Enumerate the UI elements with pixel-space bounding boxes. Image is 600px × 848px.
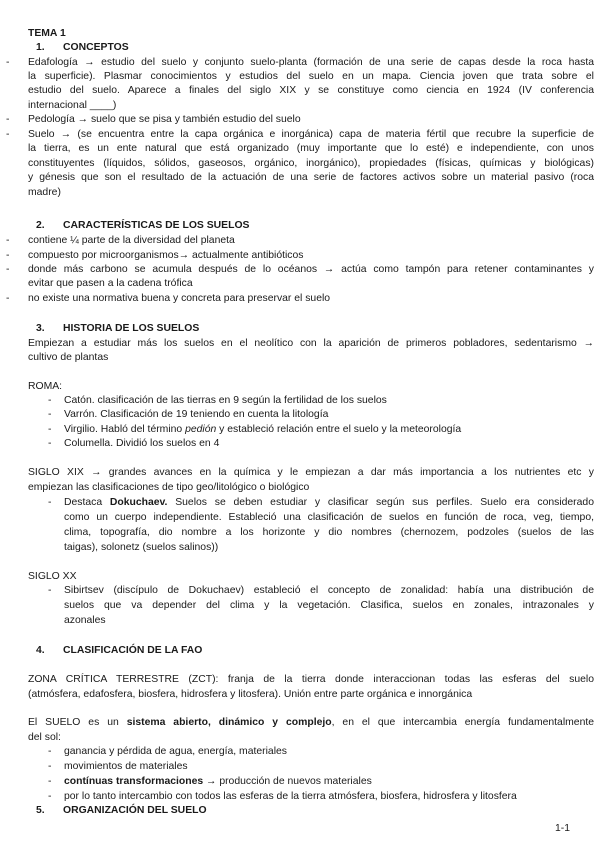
- bullet-dash: -: [6, 264, 10, 275]
- bullet-dash: -: [48, 776, 52, 787]
- page-number: 1-1: [554, 823, 570, 834]
- suelo-item: ganancia y pérdida de agua, energía, materiales: [64, 746, 287, 757]
- suelo-definition-line: Suelo → (se encuentra entre la capa orgánica e inorgánica) capa de materia fértil que recubre la superficie de: [28, 129, 594, 140]
- section-3-number: 3.: [36, 323, 45, 334]
- bullet-dash: -: [6, 114, 10, 125]
- section-2-title: CARACTERÍSTICAS DE LOS SUELOS: [63, 220, 250, 231]
- roma-item: Columella. Dividió los suelos en 4: [64, 438, 220, 449]
- pedion-term: pedión: [185, 424, 217, 435]
- edafologia-line: estudio del suelo. Aparece a finales del siglo XIX y se constituye como ciencia en 1924 (IV conferencia: [28, 85, 594, 96]
- sibirtsev-line: suelos que va depender del clima y la vegetación. Clasifica, suelos en zonales, intrazonales y: [64, 600, 594, 611]
- suelo-sistema-line: del sol:: [28, 732, 61, 743]
- bullet-dash: -: [48, 395, 52, 406]
- dokuchaev-text: Suelos se deben estudiar y clasificar según sus perfiles. Suelo era considerado: [167, 497, 594, 508]
- siglo-xix-line: empiezan las clasificaciones de tipo geo/litológico o biológico: [28, 482, 310, 493]
- section-1-number: 1.: [36, 42, 45, 53]
- caracteristica-item: evitar que pasen a la cadena trófica: [28, 278, 193, 289]
- bullet-dash: -: [48, 791, 52, 802]
- bullet-dash: -: [48, 409, 52, 420]
- section-5-number: 5.: [36, 805, 45, 816]
- suelo-definition-line: constituyentes (líquidos, sólidos, gaseosos, orgánico, inorgánico), propiedades (físicas, químicas y biológicas): [28, 158, 594, 169]
- bullet-dash: -: [48, 438, 52, 449]
- section-4-number: 4.: [36, 645, 45, 656]
- caracteristica-item: compuesto por microorganismos→ actualmente antibióticos: [28, 250, 304, 261]
- dokuchaev-name: Dokuchaev.: [109, 497, 168, 508]
- bullet-dash: -: [6, 250, 10, 261]
- zct-line: (atmósfera, edafosfera, biosfera, hidrosfera y litosfera). Unión entre parte orgánica e innorgánica: [28, 689, 473, 700]
- bullet-dash: -: [48, 497, 52, 508]
- roma-item: Catón. clasificación de las tierras en 9 según la fertilidad de los suelos: [64, 395, 387, 406]
- zct-line: ZONA CRÍTICA TERRESTRE (ZCT): franja de la tierra donde interaccionan todas las esferas del suelo: [28, 674, 594, 685]
- suelo-definition-line: madre): [28, 187, 61, 198]
- suelo-item: movimientos de materiales: [64, 761, 188, 772]
- dokuchaev-text: Destaca: [64, 497, 110, 508]
- bullet-dash: -: [48, 746, 52, 757]
- bullet-dash: -: [48, 585, 52, 596]
- edafologia-line: Edafología → estudio del suelo y conjunto suelo-planta (formación de una serie de capas desde la roca hasta: [28, 57, 594, 68]
- caracteristica-item: no existe una normativa buena y concreta para preservar el suelo: [28, 293, 331, 304]
- roma-label: ROMA:: [28, 381, 63, 392]
- bullet-dash: -: [48, 761, 52, 772]
- suelo-definition-line: y génesis que son el resultado de la actuación de una serie de factores activos sobre un material pasivo (roca: [28, 172, 594, 183]
- siglo-xx-label: SIGLO XX: [28, 571, 77, 582]
- roma-item: Varrón. Clasificación de 19 teniendo en cuenta la litología: [64, 409, 329, 420]
- dokuchaev-line: clima, topografía, dio nombre a los horizonte y dio nombres (chernozem, podzoles (suelos de las: [64, 527, 594, 538]
- suelo-definition-line: la tierra, es un ente natural que está organizado (muy importante que lo esté) e independiente, con unos: [28, 143, 594, 154]
- bullet-dash: -: [6, 293, 10, 304]
- suelo-item-text: → producción de nuevos materiales: [203, 776, 372, 787]
- caracteristica-item: contiene ¼ parte de la diversidad del planeta: [28, 235, 235, 246]
- dokuchaev-line: como un cuerpo independiente. Estableció una clasificación de suelos en función de roca, veg, tiempo,: [64, 512, 594, 523]
- bullet-dash: -: [6, 235, 10, 246]
- roma-item-text: Virgilio. Habló del término: [64, 424, 186, 435]
- suelo-item: por lo tanto intercambio con todos las esferas de la tierra atmósfera, biosfera, hidrosfera y litosfera: [64, 791, 517, 802]
- section-4-title: CLASIFICACIÓN DE LA FAO: [63, 645, 203, 656]
- historia-intro-line: Empiezan a estudiar más los suelos en el neolítico con la aparición de primeros pobladores, sedentarismo →: [28, 338, 594, 349]
- caracteristica-item: donde más carbono se acumula después de lo océanos → actúa como tampón para retener contaminantes y: [28, 264, 594, 275]
- suelo-sistema-line: [28, 716, 594, 745]
- section-5-title: ORGANIZACIÓN DEL SUELO: [63, 805, 207, 816]
- suelo-sistema-text: El SUELO es un: [28, 717, 127, 728]
- sibirtsev-line: Sibirtsev (discípulo de Dokuchaev) estableció el concepto de zonalidad: había una distribución de: [64, 585, 594, 596]
- pedologia-line: Pedología → suelo que se pisa y también estudio del suelo: [28, 114, 301, 125]
- roma-item: [64, 423, 461, 437]
- roma-item-text: y estableció relación entre el suelo y la meteorología: [216, 424, 462, 435]
- bullet-dash: -: [6, 129, 10, 140]
- bullet-dash: -: [48, 424, 52, 435]
- historia-intro-line: cultivo de plantas: [28, 352, 109, 363]
- sibirtsev-line: azonales: [64, 615, 106, 626]
- section-1-title: CONCEPTOS: [63, 42, 129, 53]
- siglo-xix-line: SIGLO XIX → grandes avances en la química y le empiezan a dar más importancia a los nutrientes etc y: [28, 467, 594, 478]
- suelo-sistema-bold: sistema abierto, dinámico y complejo: [126, 717, 332, 728]
- edafologia-line: internacional ____): [28, 100, 117, 111]
- section-2-number: 2.: [36, 220, 45, 231]
- bullet-dash: -: [6, 57, 10, 68]
- tema-title: TEMA 1: [28, 28, 66, 39]
- edafologia-line: la superficie). Plasmar conocimientos y estudios del suelo en un mapa. Ciencia joven que trata sobre el: [28, 71, 594, 82]
- suelo-item: [64, 775, 372, 789]
- dokuchaev-line: taigas), solonetz (suelos salinos)): [64, 542, 219, 553]
- section-3-title: HISTORIA DE LOS SUELOS: [63, 323, 200, 334]
- suelo-item-bold: contínuas transformaciones: [64, 776, 204, 787]
- suelo-sistema-text: , en el que intercambia energía fundamentalmente: [331, 717, 595, 728]
